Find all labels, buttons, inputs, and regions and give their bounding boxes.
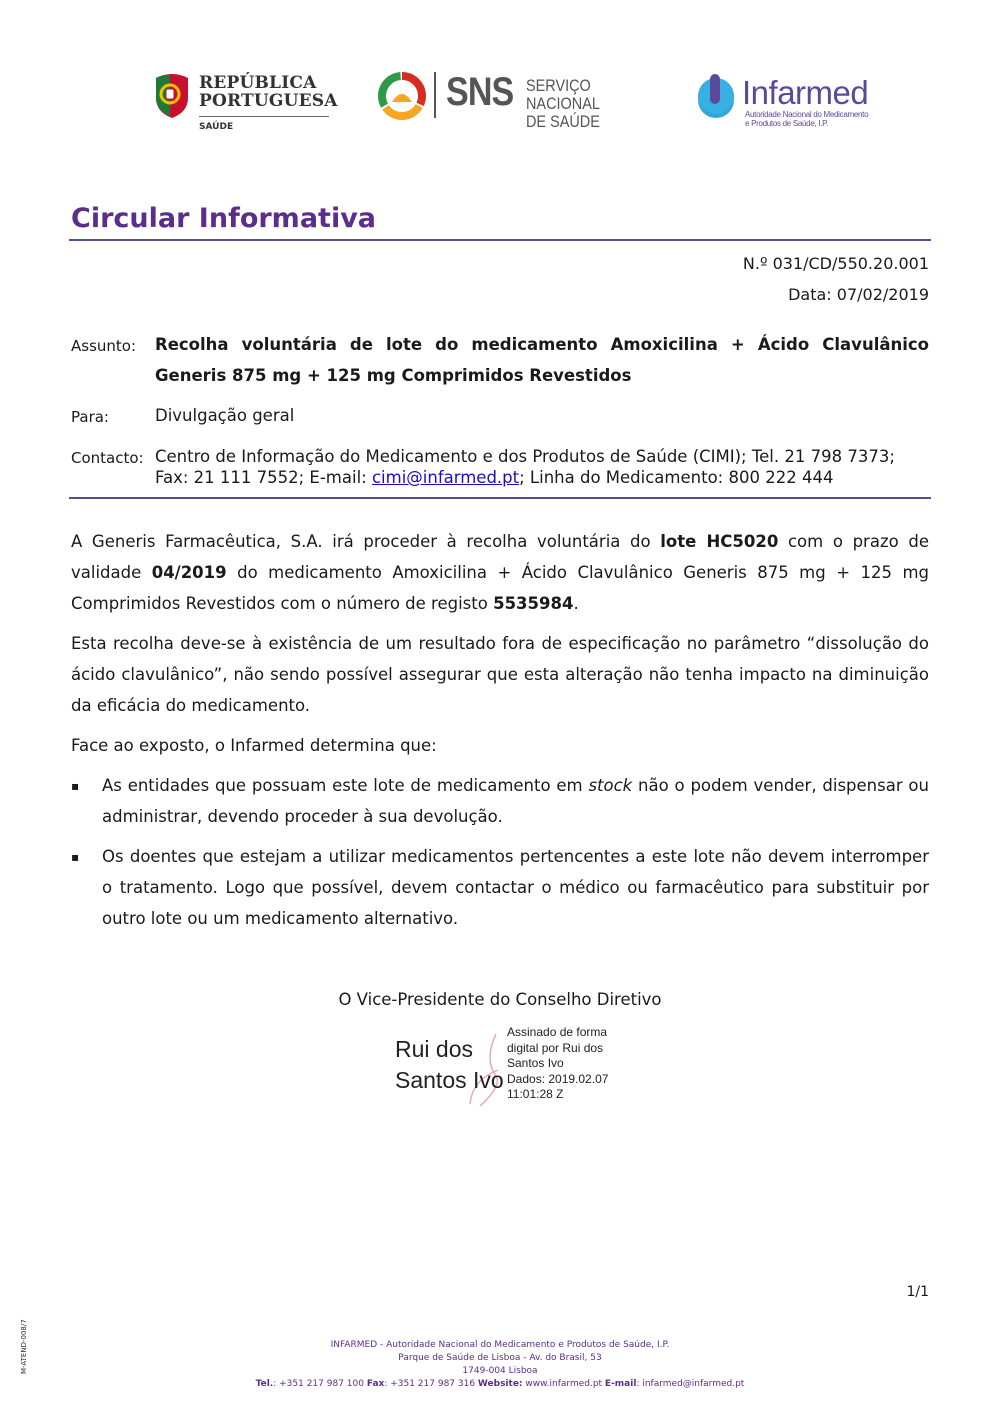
bullet-2-icon: ▪	[71, 850, 80, 864]
contact-fax: Fax: 21 111 7552; E-mail:	[155, 468, 372, 487]
circular-number: N.º 031/CD/550.20.001	[742, 254, 929, 273]
footer-web[interactable]: www.infarmed.pt	[522, 1379, 605, 1389]
p1-part-a: A Generis Farmacêutica, S.A. irá proceder à recolha voluntária do	[71, 532, 661, 551]
meta-rule	[69, 497, 931, 499]
sns-line1: SERVIÇO NACIONAL	[526, 76, 600, 113]
rp-line2: PORTUGUESA	[199, 91, 338, 111]
portugal-emblem-icon	[152, 72, 192, 118]
subject-label: Assunto:	[71, 337, 137, 355]
sns-abbr: SNS	[446, 70, 514, 114]
sns-divider	[434, 72, 436, 118]
footer	[0, 1339, 1000, 1391]
footer-tel: : +351 217 987 100	[273, 1379, 367, 1389]
subject-text: Recolha voluntária de lote do medicamento Amoxicilina + Ácido Clavulânico Generis 875 mg + 125 mg Comprimidos Revestidos	[155, 335, 929, 385]
paragraph-2: Esta recolha deve-se à existência de um resultado fora de especificação no parâmetro “dissolução do ácido clavulânico”, não sendo possível assegurar que esta alteração não tenha impacto na diminuição da eficácia do medicamento.	[71, 634, 929, 715]
signatory-role: O Vice-Presidente do Conselho Diretivo	[338, 990, 662, 1009]
infarmed-word: Infarmed	[742, 74, 869, 111]
signature-meta	[507, 1025, 608, 1103]
b1-part-b: não o podem vender, dispensar ou administrar, devendo proceder à sua devolução.	[102, 776, 929, 826]
footer-line2: Parque de Saúde de Lisboa - Av. do Brasil, 53	[398, 1353, 602, 1363]
registration-number: 5535984	[493, 594, 574, 613]
signature-name	[395, 1034, 504, 1096]
sns-line2: DE SAÚDE	[526, 112, 600, 131]
footer-fax: : +351 217 987 316	[384, 1379, 478, 1389]
date-value: 07/02/2019	[836, 285, 929, 304]
b1-part-a: As entidades que possuam este lote de medicamento em	[102, 776, 589, 795]
sig-meta-2: digital por Rui dos	[507, 1040, 604, 1055]
form-code: M-ATEND-008/7	[20, 1319, 28, 1374]
paragraph-3: Face ao exposto, o Infarmed determina que:	[71, 736, 437, 755]
to-label: Para:	[71, 408, 109, 426]
footer-line1: INFARMED - Autoridade Nacional do Medicamento e Produtos de Saúde, I.P.	[330, 1340, 670, 1350]
to-text: Divulgação geral	[155, 406, 295, 425]
paragraph-1	[71, 526, 929, 619]
sns-emblem-icon	[378, 72, 426, 120]
infarmed-sub1: Autoridade Nacional do Medicamento	[745, 110, 869, 119]
date-label: Data:	[788, 285, 832, 304]
infarmed-logo	[694, 72, 884, 132]
p1-part-b: com o prazo de validade	[71, 532, 929, 582]
contact-text	[155, 446, 929, 488]
bullet-1-icon: ▪	[71, 779, 80, 793]
sig-meta-4: Dados: 2019.02.07	[507, 1071, 609, 1086]
footer-fax-label: Fax	[366, 1379, 385, 1389]
signature-name-line1: Rui dos	[395, 1036, 473, 1062]
lot-number: lote HC5020	[660, 532, 779, 551]
contact-label: Contacto:	[71, 449, 144, 467]
footer-email[interactable]: : infarmed@infarmed.pt	[636, 1379, 745, 1389]
sns-logo	[378, 70, 658, 131]
footer-line3: 1749-004 Lisboa	[462, 1366, 538, 1376]
bullet-2: Os doentes que estejam a utilizar medicamentos pertencentes a este lote não devem interromper o tratamento. Logo que possível, devem contactar o médico ou farmacêutico para substituir por outro lote ou um medicamento alternativo.	[102, 847, 929, 928]
contact-line1: Centro de Informação do Medicamento e dos Produtos de Saúde (CIMI); Tel. 21 798 7373;	[155, 447, 895, 466]
p1-part-d: .	[573, 594, 579, 613]
page-number: 1/1	[906, 1284, 929, 1300]
infarmed-emblem-icon	[694, 72, 738, 118]
contact-line2	[155, 467, 929, 488]
signature-name-line2: Santos Ivo	[395, 1067, 504, 1093]
footer-email-label: E-mail	[604, 1379, 637, 1389]
infarmed-sub2: e Produtos de Saúde, I.P.	[745, 119, 829, 128]
contact-rest: ; Linha do Medicamento: 800 222 444	[519, 468, 834, 487]
republica-portuguesa-logo	[152, 72, 338, 134]
b1-stock: stock	[588, 776, 633, 795]
sig-meta-5: 11:01:28 Z	[507, 1087, 564, 1101]
bullet-1	[102, 770, 929, 832]
footer-tel-label: Tel.	[255, 1379, 274, 1389]
rp-divider	[199, 116, 329, 117]
sig-meta-1: Assinado de forma	[507, 1025, 608, 1039]
page-title: Circular Informativa	[71, 203, 377, 234]
p1-part-c: do medicamento Amoxicilina + Ácido Clavulânico Generis 875 mg + 125 mg Comprimidos Revestidos com o número de registo	[71, 563, 929, 613]
title-rule	[69, 239, 931, 241]
validity-date: 04/2019	[151, 563, 227, 582]
rp-sub: SAÚDE	[199, 122, 234, 132]
footer-web-label: Website:	[477, 1379, 523, 1389]
rp-line1: REPÚBLICA	[199, 73, 317, 93]
footer-line4	[0, 1378, 1000, 1391]
sig-meta-3: Santos Ivo	[507, 1056, 564, 1070]
circular-date	[788, 285, 929, 304]
contact-email-link[interactable]: cimi@infarmed.pt	[371, 468, 520, 487]
